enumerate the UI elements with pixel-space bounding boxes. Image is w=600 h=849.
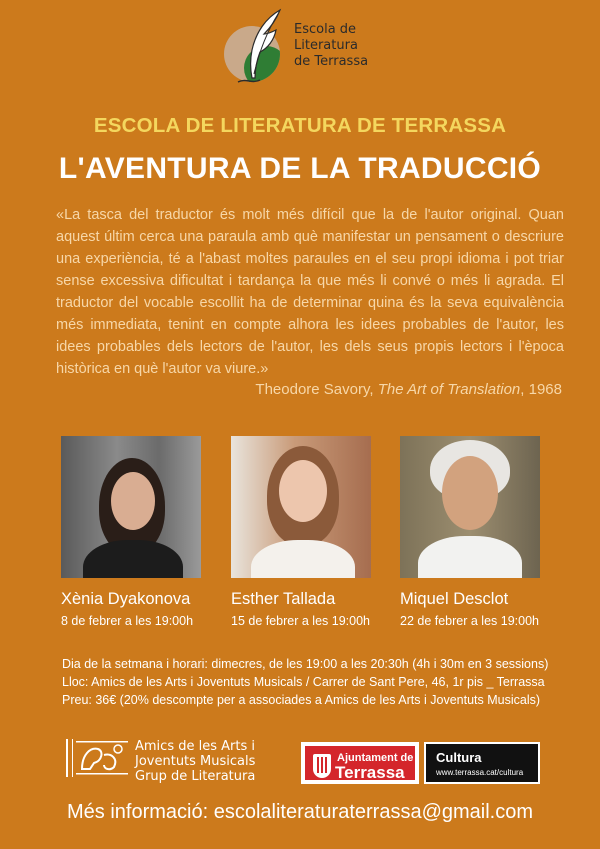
event-info [62,655,582,709]
place-info: Lloc: Amics de les Arts i Joventuts Musicals / Carrer de Sant Pere, 46, 1r pis _ Terrassa [62,675,545,689]
schedule-info: Dia de la setmana i horari: dimecres, de les 19:00 a les 20:30h (4h i 30m en 3 sessions) [62,657,549,671]
citation-work: The Art of Translation [377,381,521,398]
amics-logo-icon [60,735,130,781]
ajuntament-logo [301,742,419,784]
shield-icon [313,754,331,778]
speaker-name: Esther Tallada [231,590,336,608]
page-title: L'AVENTURA DE LA TRADUCCIÓ [58,152,542,185]
logo-line-3: de Terrassa [294,54,369,69]
logo-line-2: Literatura [294,38,358,53]
amics-line-1: Amics de les Arts i [135,739,255,754]
citation-author: Theodore Savory, [255,381,378,398]
amics-text [135,739,255,784]
more-info: Més informació: escolaliteraturaterrassa@gmail.com [66,801,533,823]
cultura-title: Cultura [436,750,482,765]
ajuntament-line-1: Ajuntament de [337,752,414,764]
speaker-date: 15 de febrer a les 19:00h [231,614,370,628]
speaker-photo-esther [231,436,371,578]
logo-text [294,22,368,70]
speaker-name: Miquel Desclot [400,590,509,608]
quote-citation [255,381,562,398]
quill-icon [236,8,286,84]
cultura-url: www.terrassa.cat/cultura [436,768,524,777]
price-info: Preu: 36€ (20% descompte per a associades a Amics de les Arts i Joventuts Musicals) [62,693,541,707]
school-logo [222,8,392,86]
ajuntament-line-2: Terrassa [335,763,405,782]
speaker-date: 8 de febrer a les 19:00h [61,614,194,628]
logo-line-1: Escola de [294,22,357,37]
amics-line-2: Joventuts Musicals [135,754,256,769]
school-title: ESCOLA DE LITERATURA DE TERRASSA [93,114,507,137]
quote-text: «La tasca del traductor és molt més difícil que la de l'autor original. Quan aquest últim cerca una paraula amb què manifestar un pensament o descriure una experiència, té a l'abast moltes paraules en el seu propi idioma i pot triar sense excessiva dificultat i tardança la que més li convé o més li agrada. El traductor del vocable escollit ha de determinar quina és la seva equivalència més immediata, tenint en compte alhora les idees probables de l'autor, les idees probables dels lectors de l'autor, les dels seus propis lectors i l'època històrica en què l'autor va viure.» [56,207,564,377]
speaker-date: 22 de febrer a les 19:00h [400,614,539,628]
citation-year: , 1968 [520,381,562,398]
speaker-name: Xènia Dyakonova [61,590,191,608]
speaker-photo-xenia [61,436,201,578]
cultura-logo [424,742,540,784]
amics-line-3: Grup de Literatura [135,769,256,784]
speaker-photo-miquel [400,436,540,578]
